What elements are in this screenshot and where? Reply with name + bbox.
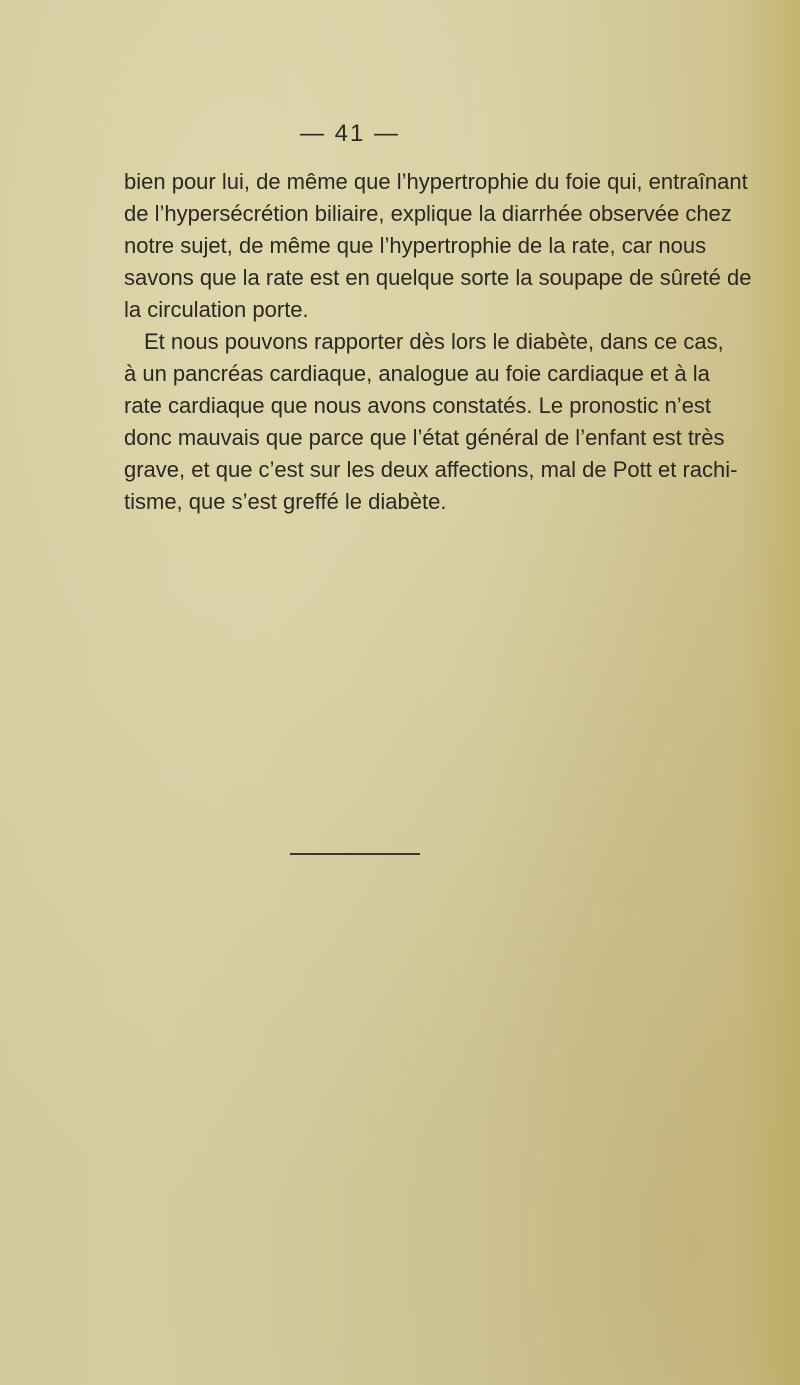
text-line: rate cardiaque que nous avons constatés. Le pronostic n’est	[124, 393, 712, 418]
body-text	[124, 166, 752, 518]
text-line: la circulation porte.	[124, 297, 309, 322]
text-line: Et nous pouvons rapporter dès lors le diabète, dans ce cas,	[144, 329, 724, 354]
text-line: notre sujet, de même que l’hypertrophie de la rate, car nous	[124, 233, 707, 258]
text-line: bien pour lui, de même que l’hypertrophie du foie qui, entraînant	[124, 169, 748, 194]
paragraph-2	[124, 326, 738, 518]
section-end-rule	[290, 853, 420, 855]
paragraph-1	[124, 166, 752, 326]
text-line: grave, et que c’est sur les deux affections, mal de Pott et rachi-	[124, 457, 738, 482]
text-line: tisme, que s’est greffé le diabète.	[124, 489, 447, 514]
text-line: donc mauvais que parce que l’état général de l’enfant est très	[124, 425, 725, 450]
text-line: de l’hypersécrétion biliaire, explique la diarrhée observée chez	[124, 201, 732, 226]
text-line: à un pancréas cardiaque, analogue au foie cardiaque et à la	[124, 361, 710, 386]
text-line: savons que la rate est en quelque sorte la soupape de sûreté de	[124, 265, 752, 290]
page-number: — 41 —	[299, 120, 401, 147]
